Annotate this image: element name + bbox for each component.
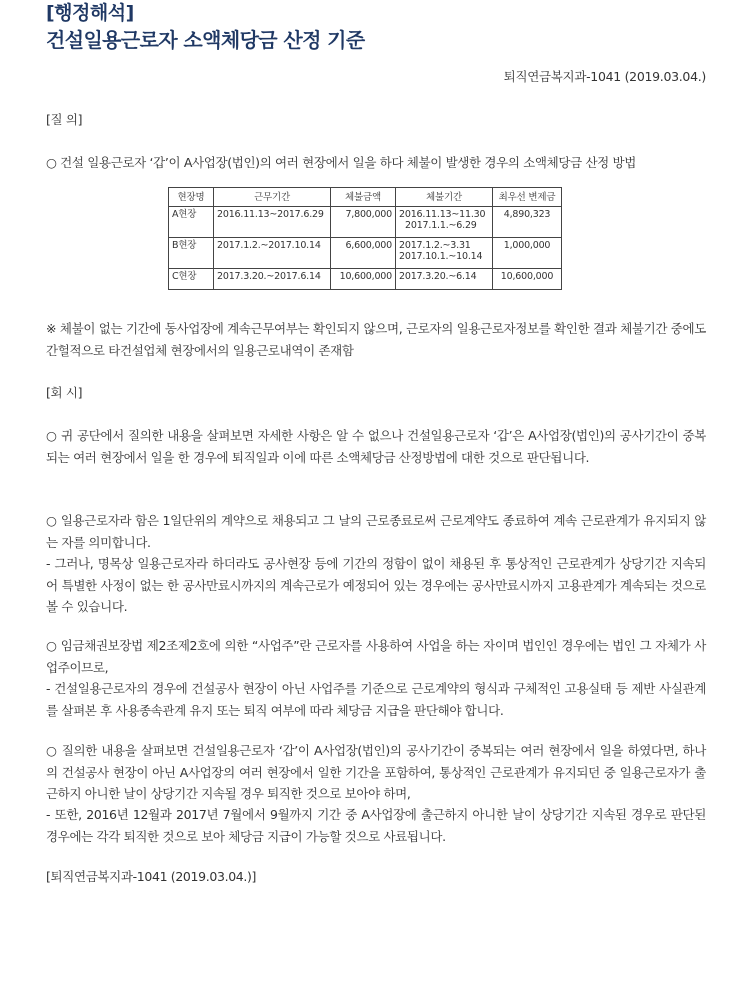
answer-paragraph-1: ○ 귀 공단에서 질의한 내용을 살펴보면 자세한 사항은 알 수 없으나 건설일용근로자 ‘갑’은 A사업장(법인)의 공사기간이 중복되는 여러 현장에서 일을 한 경우에 퇴직일과 이에 따른 소액체당금 산정방법에 대한 것으로 판단됩니다. [46, 428, 706, 465]
cell-site: B현장 [169, 238, 214, 269]
answer-paragraph-4-detail: - 또한, 2016년 12월과 2017년 7월에서 9월까지 기간 중 A사업장에 출근하지 아니한 날이 상당기간 지속된 경우로 판단된 경우에는 각각 퇴직한 것으로 보아 체당금 지급이 가능할 것으로 사료됩니다. [46, 807, 706, 844]
answer-paragraph-4: ○ 질의한 내용을 살펴보면 건설일용근로자 ‘갑’이 A사업장(법인)의 공사기간이 중복되는 여러 현장에서 일을 하였다면, 하나의 건설공사 현장이 아닌 A사업장의 여러 현장에서 일한 기간을 포함하여, 통상적인 근로관계가 유지되던 중 일용근로자가 출근하지 아니한 날이 상당기간 지속될 경우 퇴직한 것으로 보아야 하며, [46, 743, 706, 801]
question-heading: [질 의] [46, 112, 83, 127]
cell-arrears-period [396, 269, 493, 290]
table-row [169, 269, 562, 290]
cell-priority-payment: 10,600,000 [493, 269, 562, 290]
arrears-period-line: 2017.1.2.~3.31 [399, 240, 471, 251]
column-header-amount: 체불금액 [331, 188, 396, 207]
note-paragraph: ※ 체불이 없는 기간에 동사업장에 계속근무여부는 확인되지 않으며, 근로자의 일용근로자정보를 확인한 결과 체불기간 중에도 간헐적으로 타건설업체 현장에서의 일용근로내역이 존재함 [46, 321, 706, 358]
question-text: ○ 건설 일용근로자 ‘갑’이 A사업장(법인)의 여러 현장에서 일을 하다 체불이 발생한 경우의 소액체당금 산정 방법 [46, 155, 636, 170]
answer-paragraph-3-detail: - 건설일용근로자의 경우에 건설공사 현장이 아닌 사업주를 기준으로 근로계약의 형식과 구체적인 고용실태 등 제반 사실관계를 살펴본 후 사용종속관계 유지 또는 퇴직 여부에 따라 체당금 지급을 판단해야 합니다. [46, 681, 706, 718]
cell-site: A현장 [169, 207, 214, 238]
column-header-priority-payment: 최우선 변제금 [493, 188, 562, 207]
cell-arrears-period [396, 238, 493, 269]
cell-work-period: 2017.1.2.~2017.10.14 [214, 238, 331, 269]
column-header-arrears-period: 체불기간 [396, 188, 493, 207]
table-row [169, 238, 562, 269]
cell-amount: 10,600,000 [331, 269, 396, 290]
arrears-period-line: 2017.3.20.~6.14 [399, 271, 477, 282]
cell-amount: 6,600,000 [331, 238, 396, 269]
answer-paragraph-2-detail: - 그러나, 명목상 일용근로자라 하더라도 공사현장 등에 기간의 정함이 없이 채용된 후 통상적인 근로관계가 상당기간 지속되어 특별한 사정이 없는 한 공사만료시까지의 계속근로가 예정되어 있는 경우에는 공사만료시까지 고용관계가 계속되는 것으로 볼 수 있습니다. [46, 556, 706, 614]
arrears-period-line: 2016.11.13~11.30 [399, 209, 486, 220]
table-row [169, 207, 562, 238]
column-header-work-period: 근무기간 [214, 188, 331, 207]
cell-site: C현장 [169, 269, 214, 290]
answer-paragraph-3: ○ 임금채권보장법 제2조제2호에 의한 “사업주”란 근로자를 사용하여 사업을 하는 자이며 법인인 경우에는 법인 그 자체가 사업주이므로, [46, 638, 706, 675]
answer-heading: [회 시] [46, 385, 83, 400]
cell-work-period: 2017.3.20.~2017.6.14 [214, 269, 331, 290]
arrears-period-line: 2017.1.1.~6.29 [405, 220, 477, 231]
document-category: [행정해석] [46, 2, 134, 24]
arrears-period-line: 2017.10.1.~10.14 [399, 251, 483, 262]
answer-paragraph-2: ○ 일용근로자라 함은 1일단위의 계약으로 채용되고 그 날의 근로종료로써 근로계약도 종료하여 계속 근로관계가 유지되지 않는 자를 의미합니다. [46, 513, 706, 550]
closing-reference: [퇴직연금복지과-1041 (2019.03.04.)] [46, 869, 257, 884]
document-reference: 퇴직연금복지과-1041 (2019.03.04.) [503, 69, 706, 84]
cell-amount: 7,800,000 [331, 207, 396, 238]
arrears-table [168, 187, 562, 290]
cell-arrears-period [396, 207, 493, 238]
cell-priority-payment: 4,890,323 [493, 207, 562, 238]
column-header-site: 현장명 [169, 188, 214, 207]
table-header-row [169, 188, 562, 207]
document-title: 건설일용근로자 소액체당금 산정 기준 [46, 28, 365, 52]
cell-work-period: 2016.11.13~2017.6.29 [214, 207, 331, 238]
cell-priority-payment: 1,000,000 [493, 238, 562, 269]
